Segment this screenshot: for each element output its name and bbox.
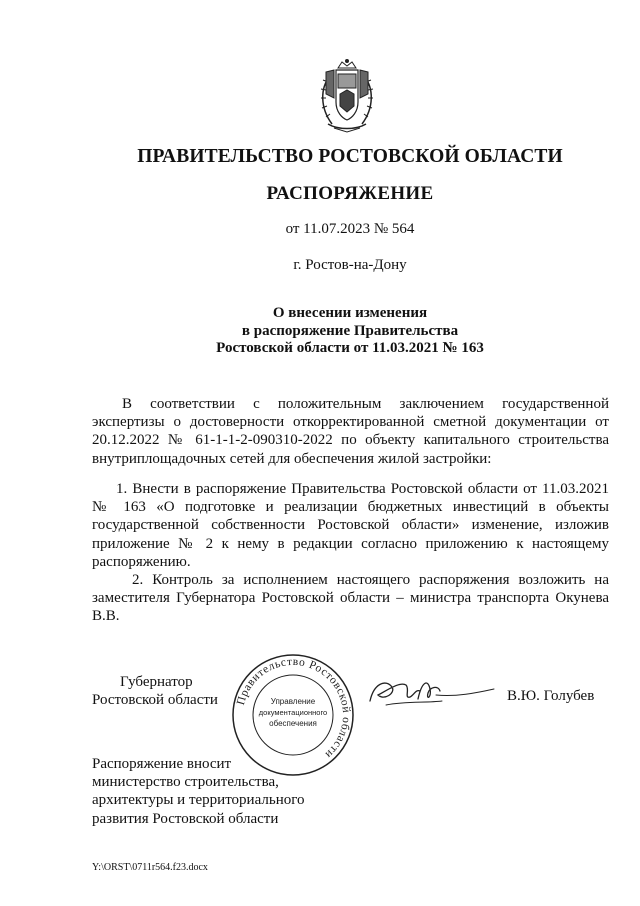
file-path: Y:\ORST\0711r564.f23.docx xyxy=(92,862,208,873)
issuer-line: министерство строительства, xyxy=(92,774,279,791)
subject-line: в распоряжение Правительства xyxy=(241,322,459,339)
issuer-line: Распоряжение вносит xyxy=(92,756,232,772)
organization-title: ПРАВИТЕЛЬСТВО РОСТОВСКОЙ ОБЛАСТИ xyxy=(137,146,563,167)
signatory-title-line: Ростовской области xyxy=(92,692,218,708)
issuer-line: архитектуры и территориального xyxy=(92,792,305,809)
stamp-inner-text: Управление xyxy=(270,697,316,706)
coat-of-arms-icon xyxy=(312,58,382,134)
signatory-name: В.Ю. Голубев xyxy=(507,688,595,704)
document-date-number: от 11.07.2023 № 564 xyxy=(285,221,415,237)
preamble-paragraph: В соответствии с положительным заключением государственной экспертизы о достоверности откорректированной сметной документации от 20.12.2022 № 61-1-1-2-090310-2022 по объекту капитального строительства внутриплощадочных сетей для обеспечения жилой застройки: xyxy=(92,396,609,467)
signatory-title xyxy=(92,673,218,709)
stamp-outer-text: Правительство Ростовской области xyxy=(235,655,353,761)
issuer-note xyxy=(92,755,305,828)
subject-line: О внесении изменения xyxy=(272,305,428,321)
stamp-inner-text: документационного xyxy=(258,708,328,717)
document-subject xyxy=(0,305,640,358)
item-1-paragraph: 1. Внести в распоряжение Правительства Ростовской области от 11.03.2021 № 163 «О подготовке и реализации бюджетных инвестиций в объекты государственной собственности Ростовской области» изменение, изложив приложение № 2 к нему в редакции согласно приложению к настоящему распоряжению. xyxy=(92,481,609,570)
issuer-line: развития Ростовской области xyxy=(92,810,279,827)
stamp-inner-text: обеспечения xyxy=(269,719,317,728)
signatory-title-line: Губернатор xyxy=(120,674,193,690)
item-2-paragraph: 2. Контроль за исполнением настоящего распоряжения возложить на заместителя Губернатора Ростовской области – министра транспорта Окунева В.В. xyxy=(92,572,609,625)
handwritten-signature xyxy=(366,671,496,711)
subject-line: Ростовской области от 11.03.2021 № 163 xyxy=(216,340,484,356)
document-type: РАСПОРЯЖЕНИЕ xyxy=(266,183,434,204)
document-city: г. Ростов-на-Дону xyxy=(293,257,407,273)
